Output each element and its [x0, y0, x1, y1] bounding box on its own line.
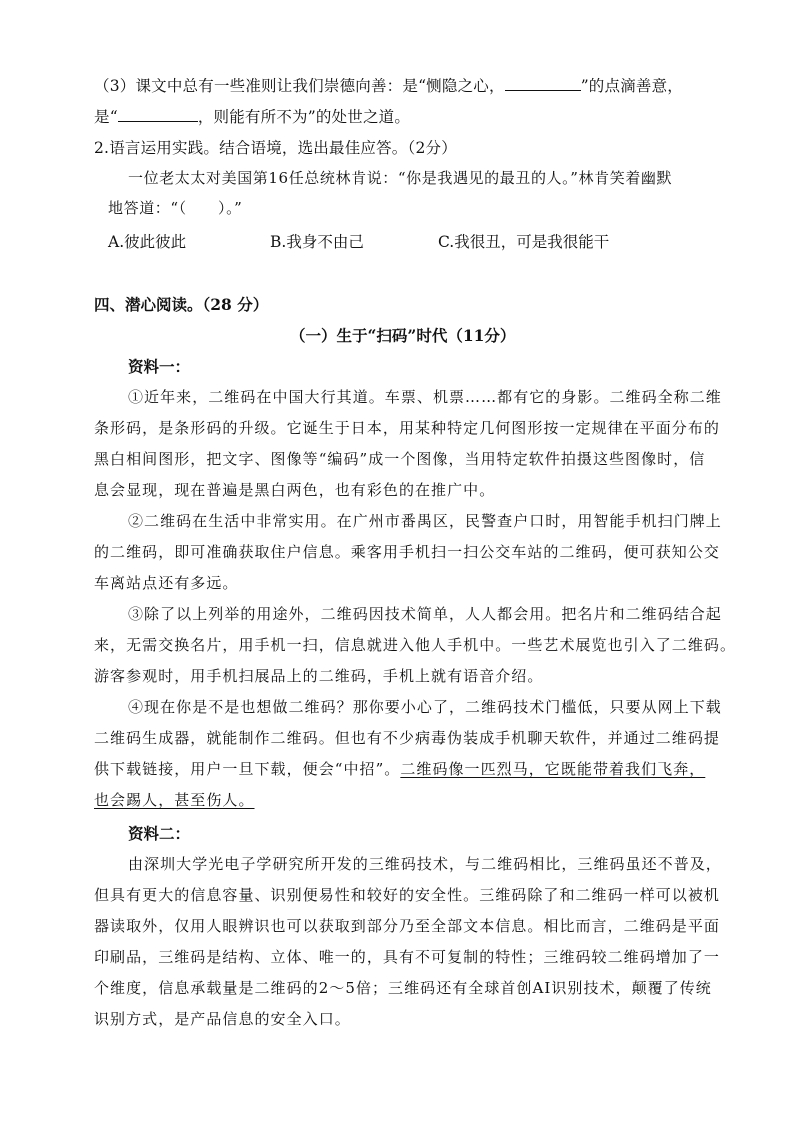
- p1-line-3: 黑白相间图形，把文字、图像等“编码”成一个图像，当用特定软件拍摄这些图像时，信: [94, 450, 706, 468]
- q3-line2: [94, 105, 410, 127]
- material-2-label: 资料二：: [128, 824, 191, 843]
- q3-text-b: ”的点滴善意，: [580, 77, 684, 95]
- q2-context-line1: 一位老太太对美国第16任总统林肯说：“你是我遇见的最丑的人。”林肯笑着幽默: [128, 169, 673, 187]
- q3-text-d: ，则能有所不为”的处世之道。: [197, 108, 411, 126]
- p1-line-4: 息会显现，现在普遍是黑白两色，也有彩色的在推广中。: [94, 481, 496, 499]
- underlined-sentence-part2: 也会踢人，甚至伤人。: [94, 791, 255, 809]
- passage-title: （一）生于“扫码”时代（11分）: [290, 326, 516, 345]
- p3-line-2: 来，无需交换名片，用手机一扫，信息就进入他人手机中。一些艺术展览也引入了二维码。: [94, 636, 737, 654]
- p1-line-2: 条形码，是条形码的升级。它诞生于日本，用某种特定几何图形按一定规律在平面分布的: [94, 419, 720, 437]
- m2-line-6: 识别方式，是产品信息的安全入口。: [94, 1010, 351, 1028]
- p2-line-1: ②二维码在生活中非常实用。在广州市番禺区，民警查户口时，用智能手机扫门牌上: [128, 512, 722, 530]
- option-a[interactable]: A.彼此彼此: [108, 233, 187, 251]
- p3-line-1: ③除了以上列举的用途外，二维码因技术简单，人人都会用。把名片和二维码结合起: [128, 605, 722, 623]
- q2-prompt: 2.语言运用实践。结合语境，选出最佳应答。（2分）: [94, 139, 457, 157]
- section-heading: 四、潜心阅读。（28 分）: [94, 295, 269, 314]
- p4-line-2: 二维码生成器，就能制作二维码。但也有不少病毒伪装成手机聊天软件，并通过二维码提: [94, 729, 720, 747]
- p1-line-1: ①近年来，二维码在中国大行其道。车票、机票……都有它的身影。二维码全称二维: [128, 388, 722, 406]
- underlined-sentence-part1: 二维码像一匹烈马，它既能带着我们飞奔，: [400, 760, 706, 778]
- m2-line-3: 器读取外，仅用人眼辨识也可以获取到部分乃至全部文本信息。相比而言，二维码是平面: [94, 917, 720, 935]
- p4-line-3: [94, 758, 705, 779]
- answer-blank-2[interactable]: [118, 107, 198, 122]
- m2-line-1: 由深圳大学光电子学研究所开发的三维码技术，与二维码相比，三维码虽还不普及，: [128, 855, 722, 873]
- q3-text-a: （3）课文中总有一些准则让我们崇德向善：是“恻隐之心，: [94, 77, 505, 95]
- m2-line-2: 但具有更大的信息容量、识别便易性和较好的安全性。三维码除了和二维码一样可以被机: [94, 886, 720, 904]
- answer-blank-1[interactable]: [505, 76, 581, 91]
- q2-context-line2: 地答道：“（ ）。”: [108, 199, 243, 217]
- p2-line-2: 的二维码，即可准确获取住户信息。乘客用手机扫一扫公交车站的二维码，便可获知公交: [94, 543, 720, 561]
- p4-line-1: ④现在你是不是也想做二维码？那你要小心了，二维码技术门槛低，只要从网上下载: [128, 698, 722, 716]
- material-1-label: 资料一：: [128, 357, 191, 376]
- m2-line-4: 印刷品，三维码是结构、立体、唯一的，具有不可复制的特性；三维码较二维码增加了一: [94, 948, 720, 966]
- option-c[interactable]: C.我很丑，可是我很能干: [438, 233, 610, 251]
- p3-line-3: 游客参观时，用手机扫展品上的二维码，手机上就有语音介绍。: [94, 667, 544, 685]
- q3-text-c: 是“: [94, 108, 118, 126]
- m2-line-5: 个维度，信息承载量是二维码的2～5倍；三维码还有全球首创AI识别技术，颠覆了传统: [94, 979, 712, 997]
- q3-line1: [94, 74, 683, 96]
- p2-line-3: 车离站点还有多远。: [94, 574, 239, 592]
- p4-plain-text: 供下载链接，用户一旦下载，便会“中招”。: [94, 760, 401, 778]
- option-b[interactable]: B.我身不由己: [270, 233, 364, 251]
